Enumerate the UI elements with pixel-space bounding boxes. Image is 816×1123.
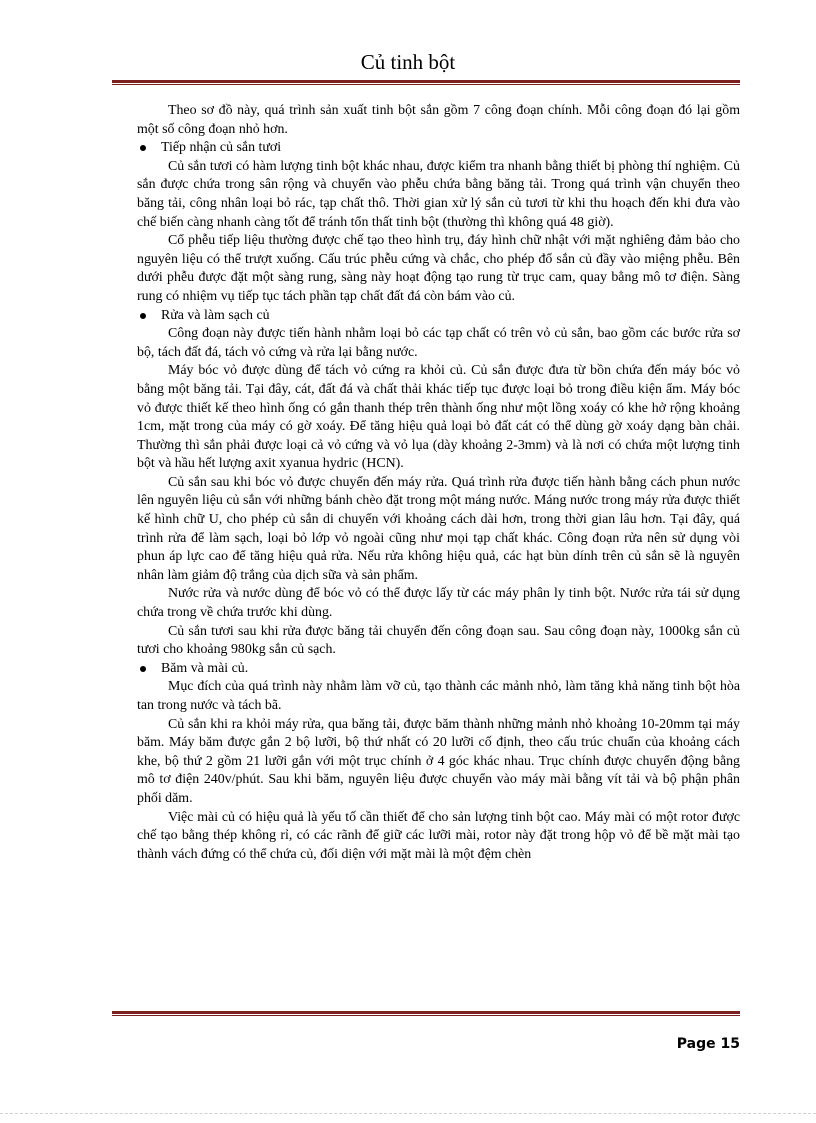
section-heading-text: Băm và mài củ. xyxy=(161,660,249,676)
page-number: Page 15 xyxy=(676,1036,740,1052)
document-body xyxy=(137,102,740,864)
paragraph: Máy bóc vỏ được dùng để tách vỏ cứng ra khỏi củ. Củ sắn được đưa từ bồn chứa đến máy bóc vỏ bằng một băng tải. Tại đây, cát, đất đá và chất thải khác tiếp tục được loại bỏ trong điều kiện ẩm. Máy bóc vỏ được thiết kế theo hình ống có gắn thanh thép trên thành ống như một lồng xoáy có khe hở rộng khoảng 1cm, mặt trong của máy có gờ xoáy. Để tăng hiệu quả loại bỏ đất cát có thể dùng gờ xoáy dạng bàn chải. Thường thì sắn phải được loại cả vỏ cứng và vỏ lụa (dày khoảng 2-3mm) và là nơi có chứa một lượng tinh bột và hầu hết lượng axit xyanua hydric (HCN). xyxy=(137,363,740,472)
section-heading xyxy=(137,660,740,679)
section-heading xyxy=(137,139,740,158)
paragraph: Công đoạn này được tiến hành nhằm loại bỏ các tạp chất có trên vỏ củ sắn, bao gồm các bước rửa sơ bộ, tách đất đá, tách vỏ cứng và rửa lại bằng nước. xyxy=(137,326,740,360)
paragraph: Cổ phễu tiếp liệu thường được chế tạo theo hình trụ, đáy hình chữ nhật với mặt nghiêng đảm bảo cho nguyên liệu có thể trượt xuống. Cấu trúc phễu cứng và chắc, cho phép đổ sắn củ đầy vào miệng phễu. Bên dưới phễu được đặt một sàng rung, sàng này hoạt động tạo rung từ trục cam, quay bằng mô tơ điện. Sàng rung có nhiệm vụ tiếp tục tách phần tạp chất đất đá còn bám vào củ. xyxy=(137,233,740,304)
bullet-icon xyxy=(140,666,146,672)
section-heading-text: Rửa và làm sạch củ xyxy=(161,307,270,323)
page-title: Củ tinh bột xyxy=(360,50,456,74)
footer-rule xyxy=(112,1011,740,1016)
section-heading-text: Tiếp nhận củ sắn tươi xyxy=(161,140,282,156)
paragraph: Việc mài củ có hiệu quả là yếu tố cần thiết để cho sản lượng tinh bột cao. Máy mài có một rotor được chế tạo bằng thép không rỉ, có các rãnh để giữ các lưỡi mài, rotor này đặt trong hộp vỏ để bề mặt mài tạo thành vách đứng có thể chứa củ, đối diện với mặt mài là một đệm chèn xyxy=(137,809,740,862)
section-heading xyxy=(137,307,740,326)
page-break-line xyxy=(0,1113,816,1114)
paragraph: Củ sắn tươi có hàm lượng tinh bột khác nhau, được kiểm tra nhanh bằng thiết bị phòng thí nghiệm. Củ sắn được chứa trong sân rộng và chuyển vào phễu chứa bằng băng tải. Trong quá trình vận chuyển theo băng tải, công nhân loại bỏ rác, tạp chất thô. Thời gian xử lý sắn củ tươi từ khi thu hoạch đến khi đưa vào chế biến càng nhanh càng tốt để tránh tổn thất tinh bột (thường thì không quá 48 giờ). xyxy=(137,158,740,230)
bullet-icon xyxy=(140,313,146,319)
paragraph: Nước rửa và nước dùng để bóc vỏ có thể được lấy từ các máy phân ly tinh bột. Nước rửa tái sử dụng chứa trong về chứa trước khi dùng. xyxy=(137,586,740,621)
paragraph: Củ sắn tươi sau khi rửa được băng tải chuyển đến công đoạn sau. Sau công đoạn này, 1000kg sắn củ tươi cho khoảng 980kg sắn củ sạch. xyxy=(137,623,740,658)
paragraph: Củ sắn khi ra khỏi máy rửa, qua băng tải, được băm thành những mảnh nhỏ khoảng 10-20mm tại máy băm. Máy băm được gắn 2 bộ lưỡi, bộ thứ nhất có 20 lưỡi cố định, theo cấu trúc chuẩn của khoảng cách khe, bộ thứ 2 gồm 21 lưỡi gắn với một trục chính ở 4 góc khác nhau. Trục chính được chuyển động bằng mô tơ điện 240v/phút. Sau khi băm, nguyên liệu được chuyển vào máy mài bằng vít tải và bộ phận phân phối dăm. xyxy=(137,716,740,806)
paragraph: Củ sắn sau khi bóc vỏ được chuyển đến máy rửa. Quá trình rửa được tiến hành bằng cách phun nước lên nguyên liệu củ sắn với những bánh chèo đặt trong một máng nước. Máng nước trong máy rửa được thiết kế hình chữ U, cho phép củ sắn di chuyển với khoảng cách dài hơn, trong thời gian lâu hơn. Tại đây, quá trình rửa để làm sạch, loại bỏ lớp vỏ ngoài cũng như mọi tạp chất khác. Công đoạn rửa nên sử dụng vòi phun áp lực cao để tăng hiệu quả rửa. Nếu rửa không hiệu quả, các hạt bùn dính trên củ sắn sẽ là nguyên nhân làm giảm độ trắng của dịch sữa và sản phẩm. xyxy=(137,474,740,583)
intro-paragraph: Theo sơ đồ này, quá trình sản xuất tinh bột sắn gồm 7 công đoạn chính. Mỗi công đoạn đó lại gồm một số công đoạn nhỏ hơn. xyxy=(137,103,740,137)
bullet-icon xyxy=(140,145,146,151)
header-rule xyxy=(112,80,740,85)
paragraph: Mục đích của quá trình này nhằm làm vỡ củ, tạo thành các mảnh nhỏ, làm tăng khả năng tinh bột hòa tan trong nước và tách bã. xyxy=(137,679,740,713)
